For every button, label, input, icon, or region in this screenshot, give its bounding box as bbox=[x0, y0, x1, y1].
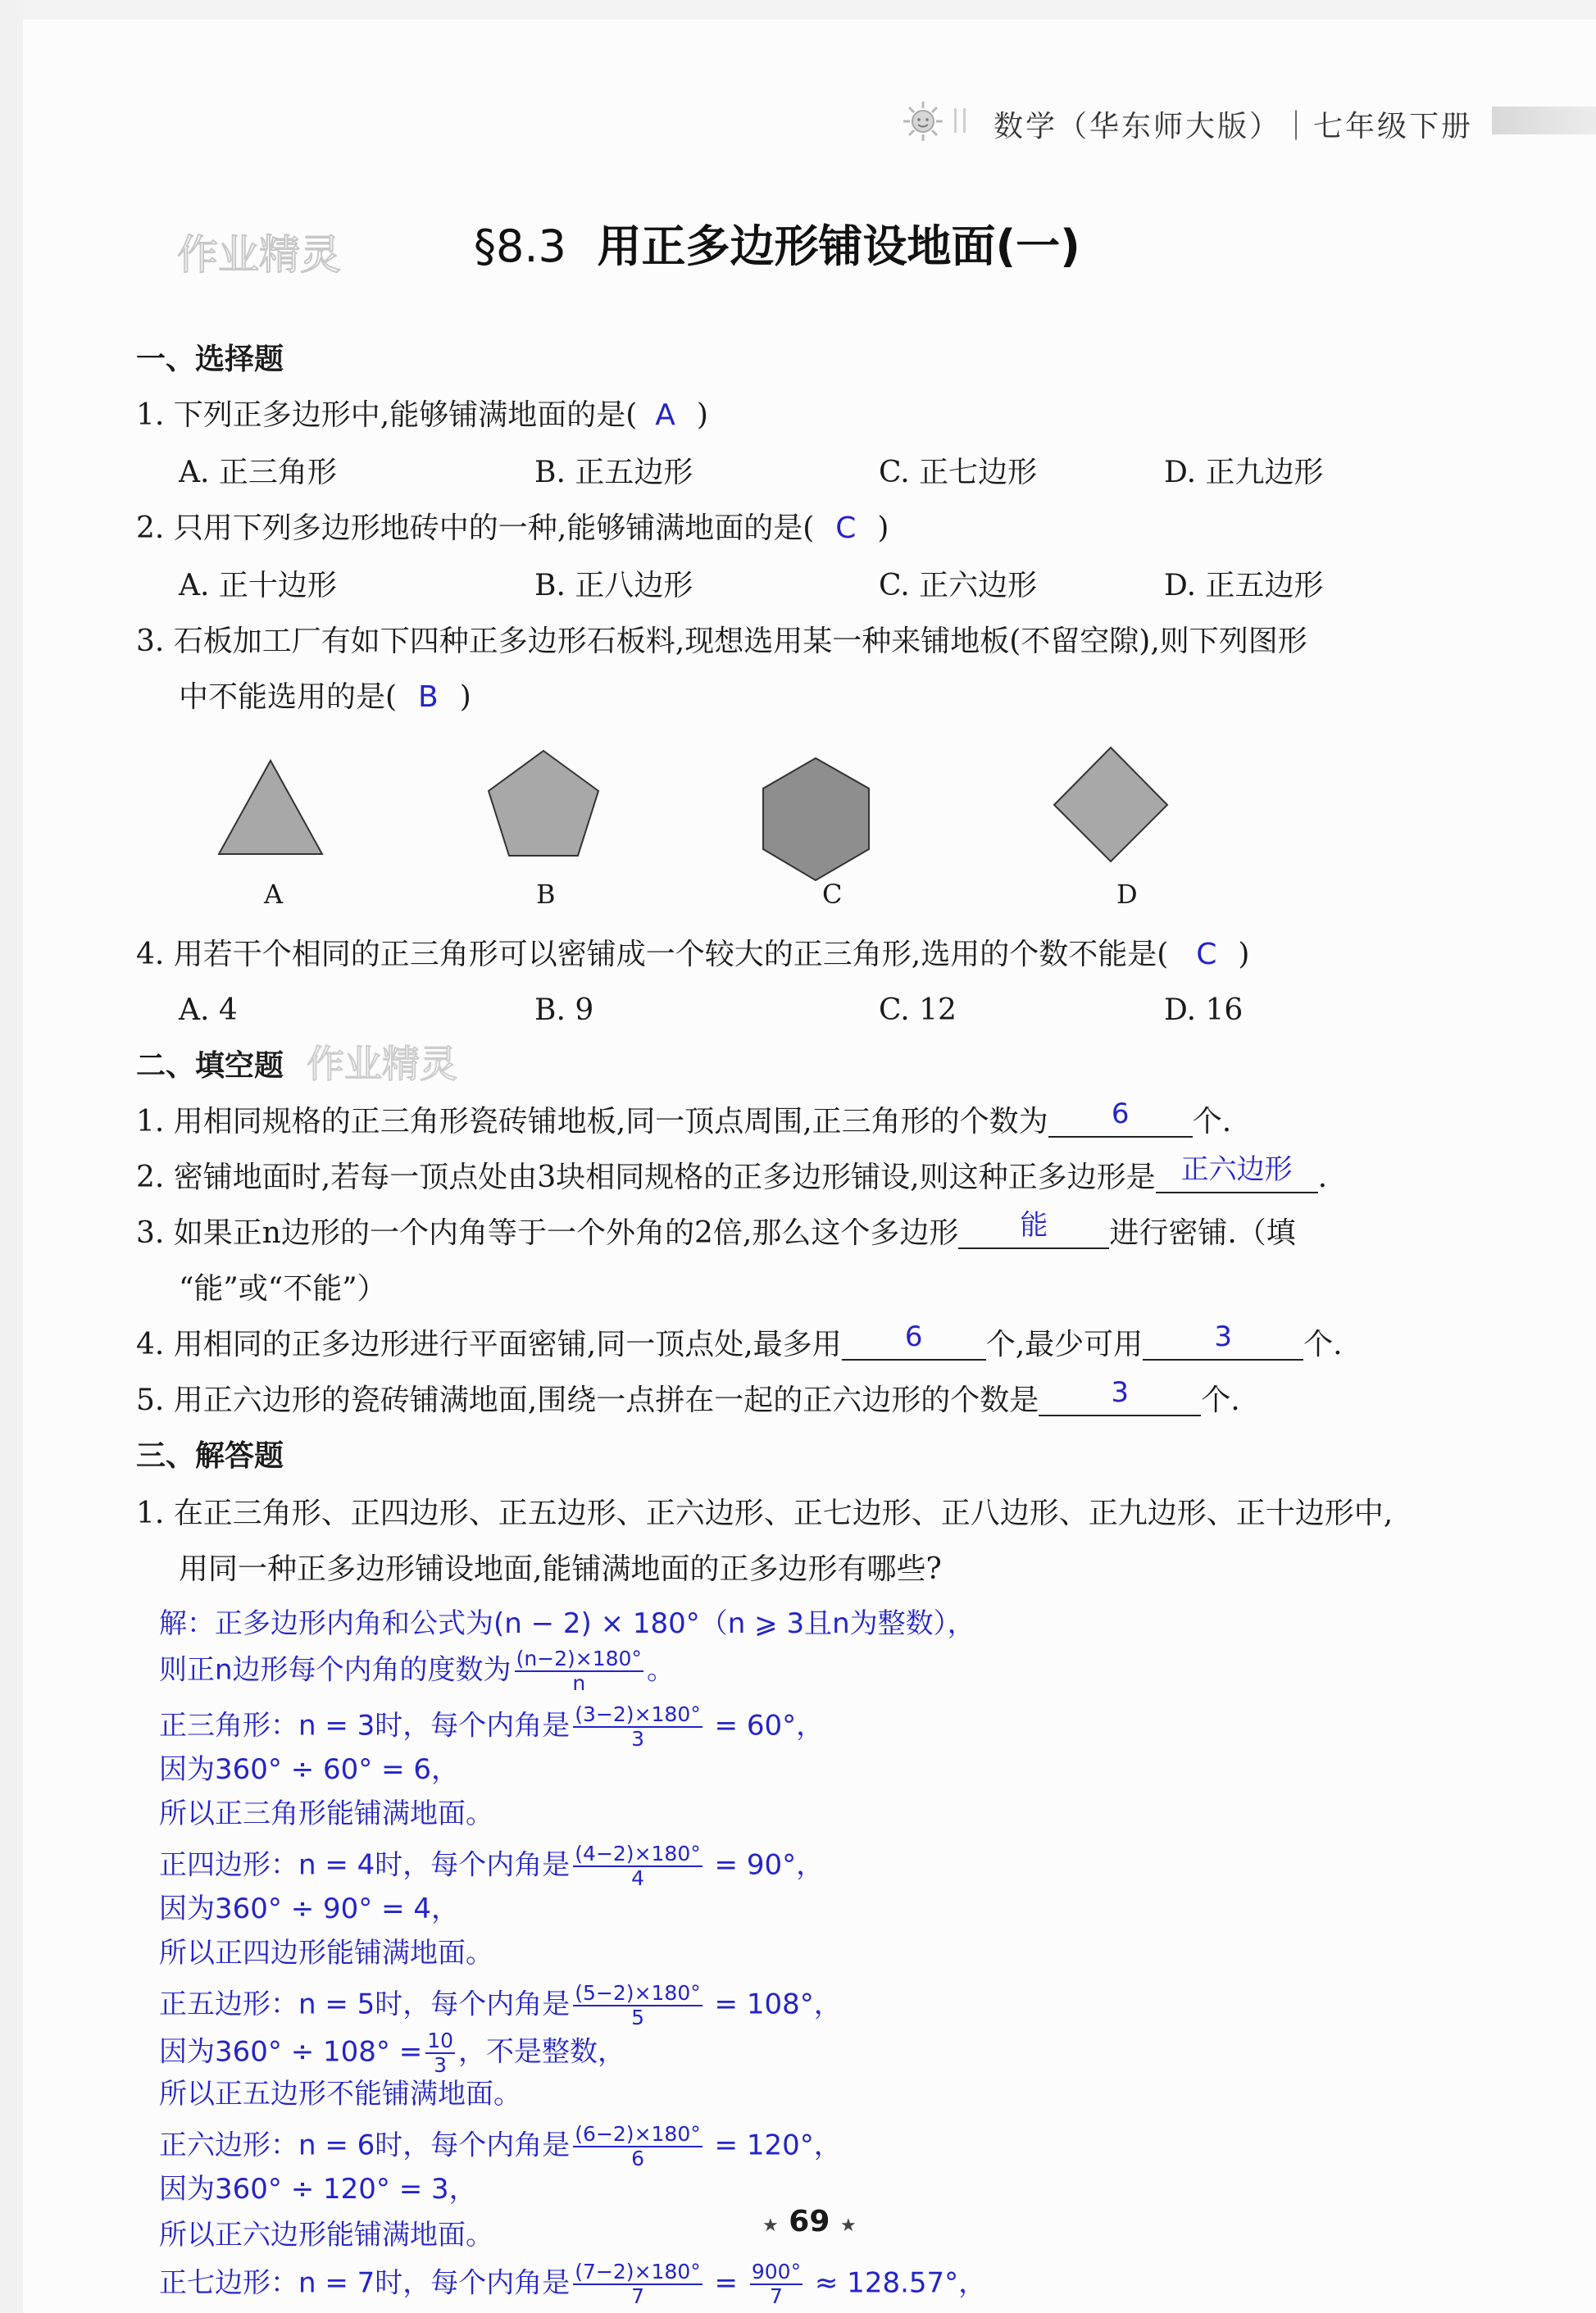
solution-line bbox=[159, 2123, 842, 2170]
answer: 3 bbox=[1214, 1320, 1232, 1353]
answer-blank bbox=[958, 1209, 1109, 1249]
denominator: n bbox=[572, 1671, 586, 1695]
question-stem: 中不能选用的是( bbox=[179, 680, 398, 714]
bracket-close: ) bbox=[459, 680, 471, 714]
question-stem: 2. 只用下列多边形地砖中的一种,能够铺满地面的是( bbox=[136, 511, 815, 545]
solution-line bbox=[159, 1843, 824, 1890]
shape-label-d: D bbox=[1116, 879, 1138, 910]
header-tab bbox=[1492, 107, 1596, 134]
text: ≈ 128.57°， bbox=[814, 2266, 987, 2300]
text: = bbox=[714, 2266, 739, 2300]
solution-line: 因为360° ÷ 60° = 6， bbox=[159, 1753, 459, 1786]
question-1-4 bbox=[136, 934, 1249, 975]
question-stem: 5. 用正六边形的瓷砖铺满地面,围绕一点拼在一起的正六边形的个数是 bbox=[136, 1384, 1039, 1417]
denominator: 5 bbox=[631, 2006, 644, 2029]
fraction bbox=[573, 1982, 702, 2029]
page-number bbox=[762, 2205, 857, 2238]
fraction bbox=[573, 1843, 702, 1890]
solve-question-1-line1: 1. 在正三角形、正四边形、正五边形、正六边形、正七边形、正八边形、正九边形、正十边形中, bbox=[136, 1497, 1394, 1530]
section-heading-fill: 二、填空题 bbox=[136, 1049, 284, 1083]
fraction bbox=[573, 1703, 702, 1751]
answer-blank-2 bbox=[1143, 1320, 1303, 1361]
fill-question-1 bbox=[136, 1097, 1232, 1143]
solution-line: 因为360° ÷ 120° = 3， bbox=[159, 2173, 477, 2206]
question-tail: 个. bbox=[1201, 1384, 1240, 1417]
text: = 108°， bbox=[714, 1988, 842, 2021]
answer-blank bbox=[1039, 1376, 1201, 1416]
text: 正三角形：n = 3时，每个内角是 bbox=[159, 1709, 571, 1743]
question-tail: 进行密铺.（填 bbox=[1109, 1216, 1296, 1250]
text: = 90°， bbox=[714, 1848, 825, 1882]
answer: 正六边形 bbox=[1180, 1153, 1293, 1186]
option-c: C. 12 bbox=[879, 993, 957, 1027]
shape-label-b: B bbox=[536, 879, 556, 910]
answer: A bbox=[655, 398, 675, 432]
question-stem: 4. 用相同的正多边形进行平面密铺,同一顶点处,最多用 bbox=[136, 1328, 842, 1361]
watermark-text: 作业精灵 bbox=[307, 1042, 457, 1086]
pentagon-shape bbox=[489, 751, 598, 856]
option-c: C. 正六边形 bbox=[879, 569, 1038, 602]
page-title bbox=[474, 211, 1080, 275]
numerator: 10 bbox=[427, 2029, 454, 2052]
text: ，不是整数， bbox=[458, 2035, 626, 2069]
question-1-3-line2 bbox=[179, 677, 471, 718]
star-icon: ★ bbox=[839, 2215, 857, 2236]
solution-line bbox=[159, 1982, 842, 2029]
solution-line: 解：正多边形内角和公式为(n − 2) × 180°（n ⩾ 3且n为整数）， bbox=[159, 1607, 975, 1640]
denominator: 7 bbox=[631, 2284, 644, 2308]
answer: C bbox=[1196, 938, 1217, 971]
solution-line: 因为360° ÷ 90° = 4， bbox=[159, 1893, 459, 1925]
option-c: C. 正七边形 bbox=[879, 456, 1038, 489]
fraction bbox=[750, 2261, 803, 2308]
text: 正五边形：n = 5时，每个内角是 bbox=[159, 1988, 571, 2021]
numerator: (4−2)×180° bbox=[575, 1842, 701, 1865]
question-1-1 bbox=[136, 395, 708, 436]
running-header bbox=[902, 97, 1596, 146]
diamond-shape bbox=[1054, 748, 1167, 861]
watermark-logo bbox=[175, 221, 405, 287]
option-d: D. 正九边形 bbox=[1164, 456, 1324, 489]
question-stem: 4. 用若干个相同的正三角形可以密铺成一个较大的正三角形,选用的个数不能是( bbox=[136, 938, 1169, 971]
numerator: (n−2)×180° bbox=[516, 1647, 642, 1670]
question-tail: 个. bbox=[1192, 1105, 1232, 1138]
page-left-edge bbox=[0, 0, 23, 2313]
question-tail: . bbox=[1317, 1161, 1328, 1194]
numerator: (6−2)×180° bbox=[575, 2122, 701, 2146]
question-stem: 3. 如果正n边形的一个内角等于一个外角的2倍,那么这个多边形 bbox=[136, 1216, 959, 1250]
solution-line: 所以正三角形能铺满地面。 bbox=[159, 1797, 493, 1830]
question-1-2 bbox=[136, 508, 889, 549]
answer-blank bbox=[1048, 1097, 1193, 1138]
triangle-shape bbox=[219, 761, 322, 854]
question-stem: 1. 用相同规格的正三角形瓷砖铺地板,同一顶点周围,正三角形的个数为 bbox=[136, 1105, 1048, 1138]
solve-question-1-line2: 用同一种正多边形铺设地面,能铺满地面的正多边形有哪些? bbox=[179, 1552, 942, 1586]
watermark-logo-2 bbox=[305, 1034, 502, 1092]
section-heading-choice: 一、选择题 bbox=[136, 343, 284, 376]
text: 正六边形：n = 6时，每个内角是 bbox=[159, 2129, 571, 2162]
section-mark: §8.3 bbox=[474, 220, 566, 272]
fill-question-5 bbox=[136, 1376, 1240, 1421]
question-stem: 1. 下列正多边形中,能够铺满地面的是( bbox=[136, 398, 638, 432]
sun-icon bbox=[902, 100, 944, 143]
question-1-3-line1: 3. 石板加工厂有如下四种正多边形石板料,现想选用某一种来铺地板(不留空隙),则下列图形 bbox=[136, 625, 1307, 658]
fraction bbox=[425, 2029, 455, 2077]
star-icon: ★ bbox=[762, 2215, 779, 2236]
numerator: 900° bbox=[751, 2260, 802, 2283]
denominator: 6 bbox=[631, 2147, 644, 2170]
header-divider bbox=[954, 108, 966, 133]
fraction bbox=[515, 1647, 643, 1695]
denominator: 7 bbox=[770, 2284, 783, 2308]
fill-question-2 bbox=[136, 1153, 1328, 1198]
shape-figures bbox=[197, 744, 1221, 916]
numerator: (7−2)×180° bbox=[575, 2260, 701, 2283]
section-heading-solve: 三、解答题 bbox=[136, 1439, 284, 1473]
fill-question-3-line2: “能”或“不能”） bbox=[179, 1272, 387, 1306]
numerator: (5−2)×180° bbox=[575, 1981, 701, 2005]
answer: 能 bbox=[1020, 1209, 1048, 1242]
bracket-close: ) bbox=[696, 398, 708, 432]
answer: B bbox=[418, 680, 439, 714]
option-d: D. 正五边形 bbox=[1164, 569, 1324, 602]
page-number-text: 69 bbox=[789, 2205, 830, 2238]
shape-label-c: C bbox=[822, 879, 843, 910]
denominator: 3 bbox=[434, 2053, 448, 2077]
fraction bbox=[573, 2123, 702, 2170]
option-b: B. 正五边形 bbox=[534, 456, 693, 489]
numerator: (3−2)×180° bbox=[575, 1702, 701, 1726]
answer: 6 bbox=[904, 1320, 923, 1353]
denominator: 3 bbox=[631, 1727, 644, 1751]
text: 正七边形：n = 7时，每个内角是 bbox=[159, 2266, 571, 2300]
option-a: A. 4 bbox=[179, 993, 238, 1027]
text: = 60°， bbox=[714, 1709, 825, 1743]
solution-line: 所以正六边形能铺满地面。 bbox=[159, 2219, 493, 2252]
text: = 120°， bbox=[714, 2129, 842, 2162]
fill-question-3 bbox=[136, 1209, 1296, 1254]
question-stem: 2. 密铺地面时,若每一顶点处由3块相同规格的正多边形铺设,则这种正多边形是 bbox=[136, 1161, 1156, 1194]
option-d: D. 16 bbox=[1164, 993, 1244, 1027]
solution-line bbox=[159, 1647, 675, 1695]
fraction bbox=[573, 2261, 702, 2308]
text: 则正n边形每个内角的度数为 bbox=[159, 1653, 512, 1687]
solution-line: 所以正四边形能铺满地面。 bbox=[159, 1937, 493, 1970]
option-b: B. 9 bbox=[534, 993, 594, 1027]
page-top-edge bbox=[0, 0, 1596, 20]
answer-blank-1 bbox=[842, 1320, 986, 1361]
answer-blank bbox=[1156, 1153, 1318, 1193]
solution-line bbox=[159, 2029, 625, 2077]
hexagon-shape bbox=[763, 758, 869, 880]
fill-question-4 bbox=[136, 1320, 1343, 1366]
option-b: B. 正八边形 bbox=[534, 569, 693, 602]
answer: 6 bbox=[1111, 1097, 1130, 1130]
option-a: A. 正十边形 bbox=[179, 569, 337, 602]
bracket-close: ) bbox=[1238, 938, 1250, 971]
watermark-text: 作业精灵 bbox=[177, 231, 341, 279]
shape-label-a: A bbox=[264, 879, 284, 910]
answer: C bbox=[835, 511, 857, 545]
text: 因为360° ÷ 108° = bbox=[159, 2035, 423, 2069]
denominator: 4 bbox=[631, 1866, 644, 1890]
solution-line: 所以正五边形不能铺满地面。 bbox=[159, 2078, 521, 2111]
title-text: 用正多边形铺设地面(一) bbox=[597, 220, 1080, 272]
solution-line bbox=[159, 1703, 824, 1751]
question-tail: 个. bbox=[1303, 1328, 1343, 1361]
answer: 3 bbox=[1111, 1376, 1130, 1409]
text: 正四边形：n = 4时，每个内角是 bbox=[159, 1848, 571, 1882]
header-text: 数学（华东师大版）｜七年级下册 bbox=[994, 110, 1474, 143]
solution-line bbox=[159, 2261, 986, 2308]
text: 。 bbox=[646, 1653, 675, 1687]
question-mid: 个,最少可用 bbox=[985, 1328, 1144, 1361]
option-a: A. 正三角形 bbox=[179, 456, 337, 489]
bracket-close: ) bbox=[877, 511, 889, 545]
